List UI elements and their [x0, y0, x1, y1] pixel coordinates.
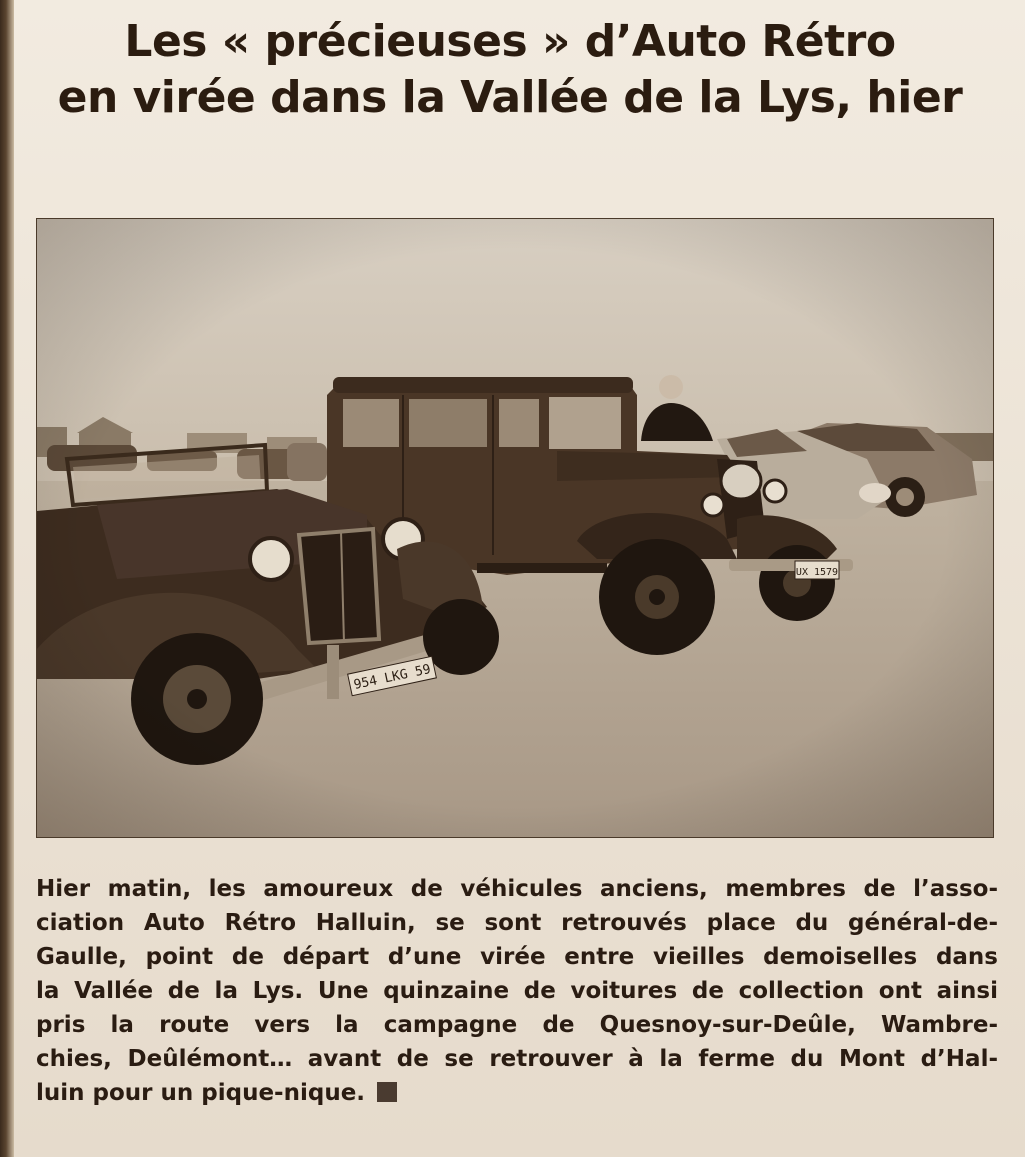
body-line-7 [36, 1076, 998, 1110]
body-line-6: chies, Deûlémont… avant de se retrouver à la ferme du Mont d’Hal- [36, 1046, 998, 1072]
body-line-5: pris la route vers la campagne de Quesnoy-sur-Deûle, Wambre- [36, 1012, 998, 1038]
headline-line-1: Les « précieuses » d’Auto Rétro [124, 16, 896, 67]
body-line-7-text: luin pour un pique-nique. [36, 1080, 366, 1106]
paper-edge [0, 0, 14, 1157]
body-line-3: Gaulle, point de départ d’une virée entre vieilles demoiselles dans [36, 944, 998, 970]
photo-vignette [37, 219, 993, 837]
body-line-4: la Vallée de la Lys. Une quinzaine de voitures de collection ont ainsi [36, 978, 998, 1004]
headline-line-2: en virée dans la Vallée de la Lys, hier [57, 72, 963, 123]
body-line-2: ciation Auto Rétro Halluin, se sont retrouvés place du général-de- [36, 910, 998, 936]
article-photo [36, 218, 994, 838]
article-body [36, 872, 998, 1110]
end-of-article-icon [377, 1082, 397, 1102]
vintage-cars-photo [37, 219, 993, 837]
body-line-1: Hier matin, les amoureux de véhicules anciens, membres de l’asso- [36, 876, 998, 902]
article-headline [20, 14, 1000, 126]
